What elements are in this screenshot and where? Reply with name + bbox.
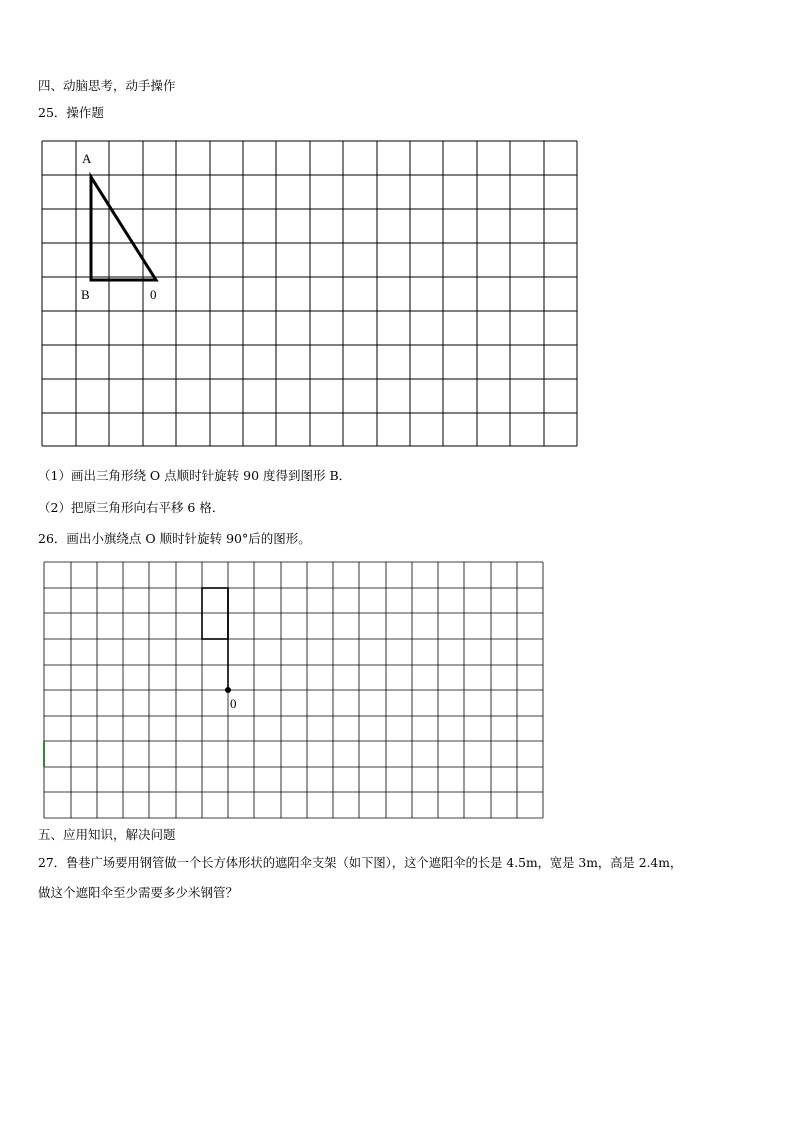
point-a-label: A (82, 151, 92, 166)
question-26-title: 26．画出小旗绕点 O 顺时针旋转 90°后的图形。 (38, 531, 311, 546)
flag-cloth (202, 588, 228, 639)
point-o-label: 0 (230, 696, 237, 711)
question-27-line-1: 27．鲁巷广场要用钢管做一个长方体形状的遮阳伞支架（如下图），这个遮阳伞的长是 4.5m，宽是 3m，高是 2.4m， (38, 856, 683, 870)
question-25-instruction-2: （2）把原三角形向右平移 6 格． (38, 500, 225, 515)
question-25-instruction-1: （1）画出三角形绕 O 点顺时针旋转 90 度得到图形 B． (38, 468, 352, 483)
section-4-heading: 四、动脑思考，动手操作 (38, 78, 176, 93)
flag-figure (202, 588, 228, 690)
question-27-line-2: 做这个遮阳伞至少需要多少米钢管？ (38, 885, 239, 900)
point-b-label: B (81, 287, 90, 302)
question-25-title: 25．操作题 (38, 105, 104, 120)
point-o-dot (225, 687, 231, 693)
section-5-heading: 五、应用知识，解决问题 (38, 827, 176, 842)
question-26-grid-lines (44, 562, 543, 818)
point-o-label: 0 (150, 287, 157, 302)
